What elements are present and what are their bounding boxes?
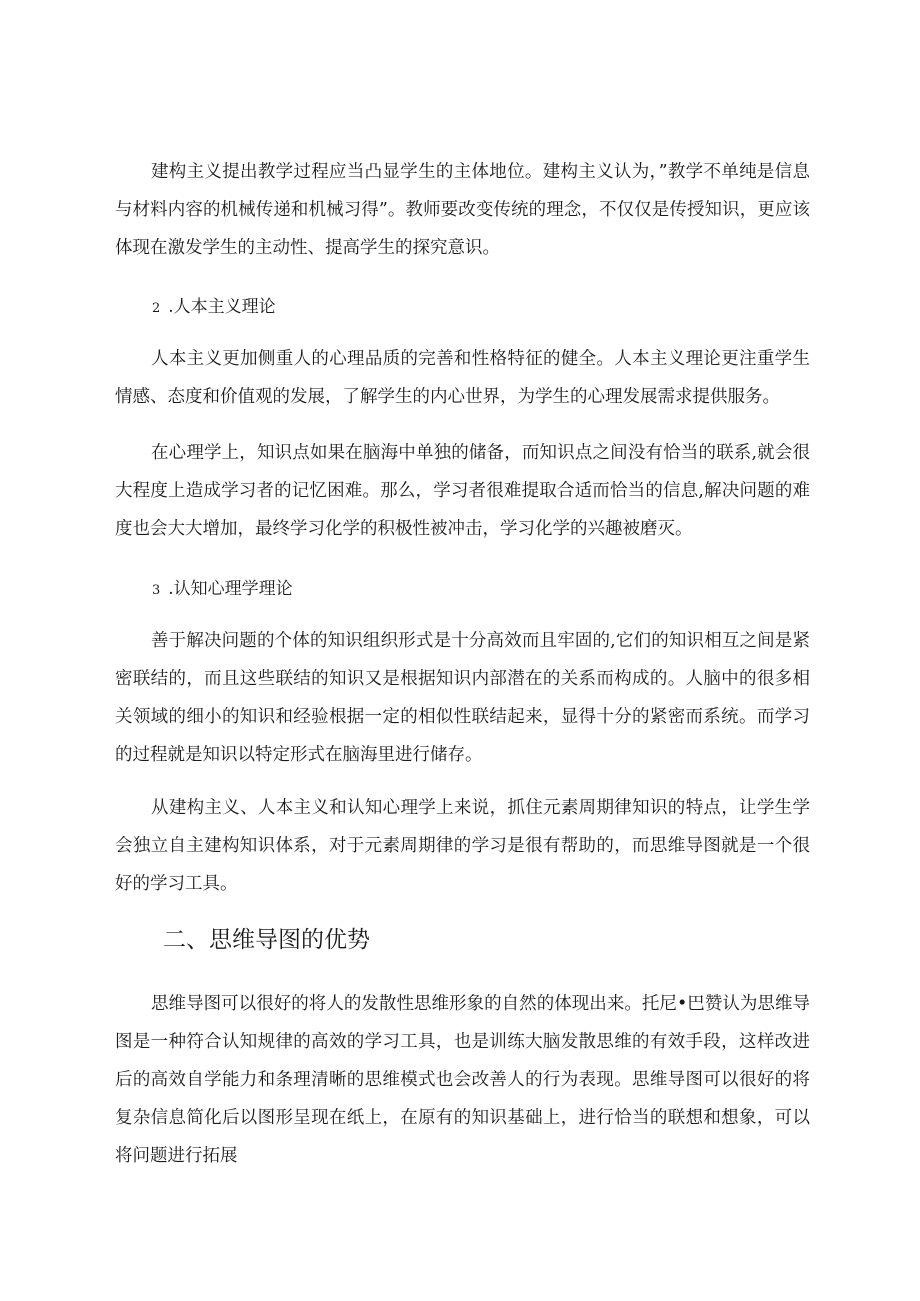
paragraph-memory-difficulty: 在心理学上，知识点如果在脑海中单独的储备，而知识点之间没有恰当的联系,就会很大程度上造成学习者的记忆困难。那么，学习者很难提取合适而恰当的信息,解决问题的难度也会大大增加，最终学习化学的积极性被冲击，学习化学的兴趣被磨灭。 [115, 443, 810, 539]
subheading-humanism [152, 295, 276, 321]
paragraph-mind-map: 思维导图可以很好的将人的发散性思维形象的自然的体现出来。托尼•巴赞认为思维导图是一种符合认知规律的高效的学习工具，也是训练大脑发散思维的有效手段，这样改进后的高效自学能力和条理清晰的思维模式也会改善人的行为表现。思维导图可以很好的将复杂信息简化后以图形呈现在纸上，在原有的知识基础上，进行恰当的联想和想象，可以将问题进行拓展 [115, 994, 810, 1166]
subheading-number: 3 [152, 583, 161, 598]
subheading-cognitive-psychology [152, 577, 293, 603]
paragraph-summary: 从建构主义、人本主义和认知心理学上来说，抓住元素周期律知识的特点，让学生学会独立自主建构知识体系，对于元素周期律的学习是很有帮助的，而思维导图就是一个很好的学习工具。 [115, 798, 810, 894]
paragraph-constructivism: 建构主义提出教学过程应当凸显学生的主体地位。建构主义认为，”教学不单纯是信息与材料内容的机械传递和机械习得”。教师要改变传统的理念，不仅仅是传授知识，更应该体现在激发学生的主动性、提高学生的探究意识。 [115, 162, 810, 258]
subheading-text: .认知心理学理论 [168, 579, 293, 599]
paragraph-humanism: 人本主义更加侧重人的心理品质的完善和性格特征的健全。人本主义理论更注重学生情感、态度和价值观的发展，了解学生的内心世界，为学生的心理发展需求提供服务。 [115, 349, 810, 407]
subheading-text: .人本主义理论 [168, 297, 276, 317]
section-title: 二、思维导图的优势 [163, 927, 370, 953]
paragraph-knowledge-organization: 善于解决问题的个体的知识组织形式是十分高效而且牢固的,它们的知识相互之间是紧密联结的，而且这些联结的知识又是根据知识内部潜在的关系而构成的。人脑中的很多相关领域的细小的知识和经验根据一定的相似性联结起来，显得十分的紧密而系统。而学习的过程就是知识以特定形式在脑海里进行储存。 [115, 631, 810, 765]
subheading-number: 2 [152, 301, 161, 316]
